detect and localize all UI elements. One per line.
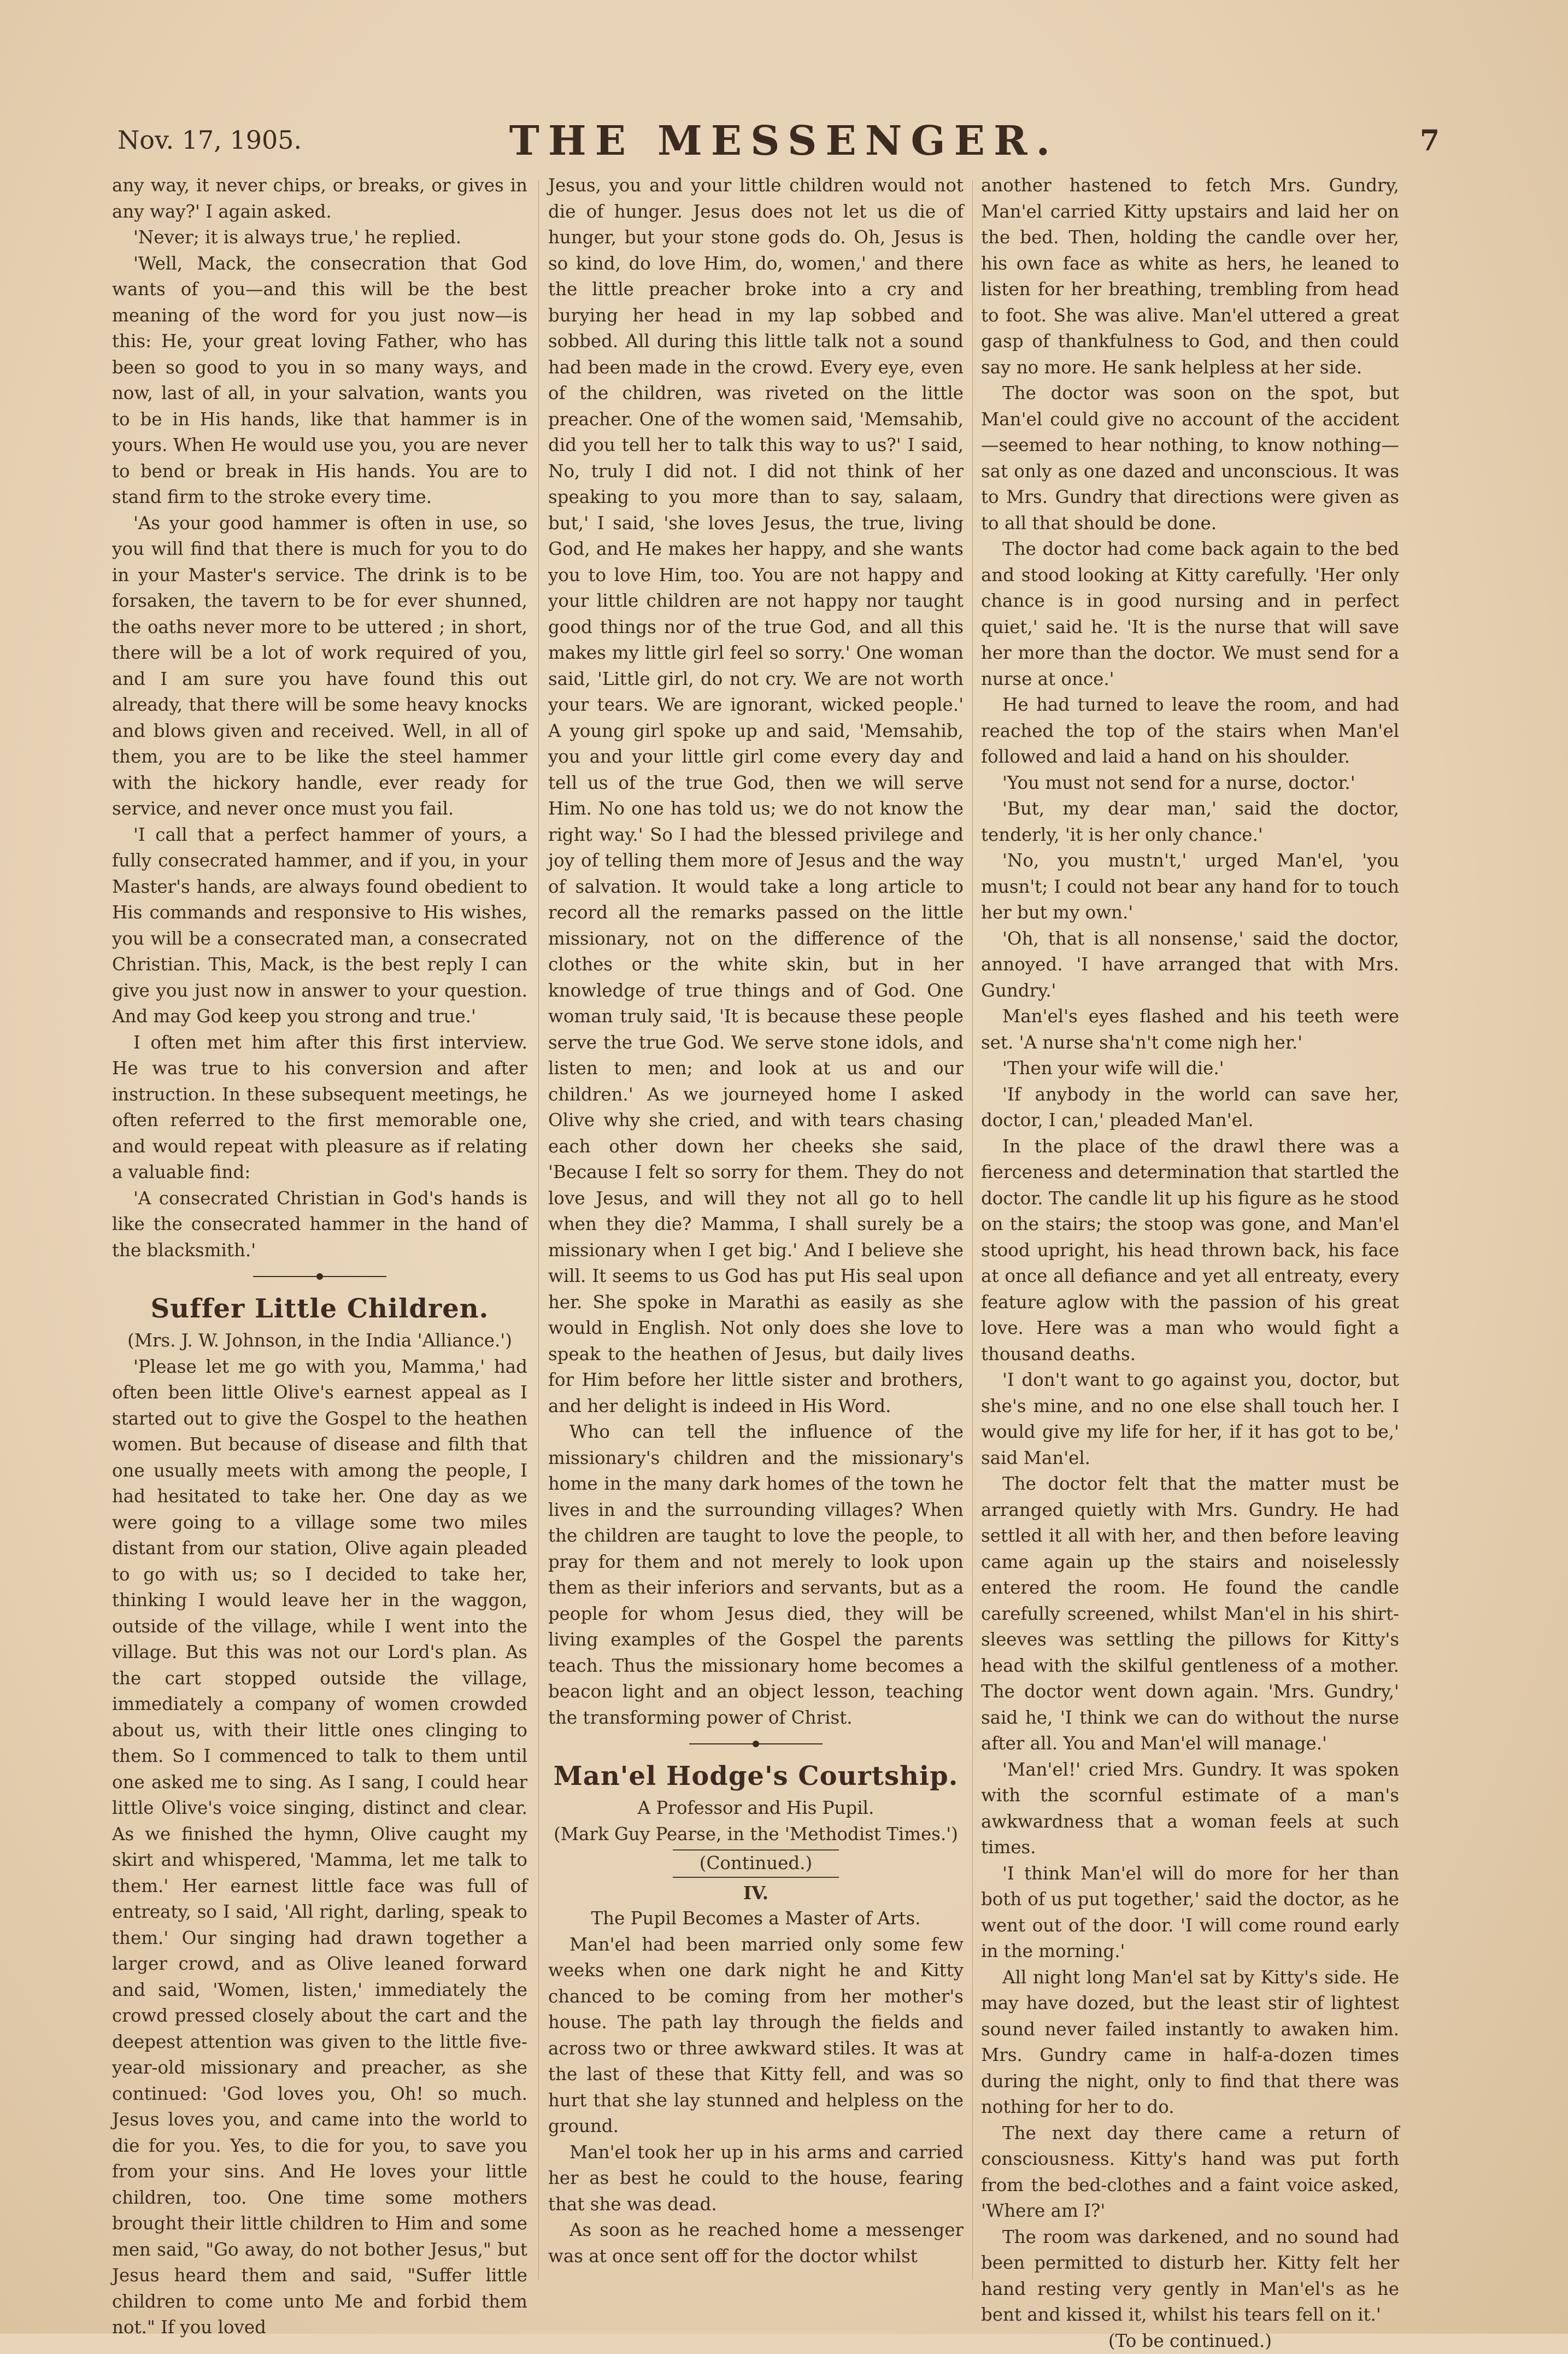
to-be-continued: (To be continued.) [981, 2328, 1399, 2354]
paragraph: The doctor had come back again to the bed and stood looking at Kitty carefully. 'Her only chance is in good nursing and in perfect quiet,' said he. 'It is the nurse that will save her more than the doctor. We must send for a nurse at once.' [981, 536, 1399, 692]
continued-label: (Continued.) [673, 1849, 839, 1878]
article-byline: (Mrs. J. W. Johnson, in the India 'Alliance.') [112, 1328, 527, 1354]
paragraph: Man'el had been married only some few weeks when one dark night he and Kitty chanced to be coming from her mother's house. The path lay through the fields and across two or three awkward stiles. It was at the last of these that Kitty fell, and was so hurt that she lay stunned and helpless on the ground. [548, 1932, 964, 2140]
paragraph: 'If anybody in the world can save her, doctor, I can,' pleaded Man'el. [981, 1082, 1399, 1134]
article-heading: Suffer Little Children. [112, 1290, 527, 1328]
paragraph: 'No, you mustn't,' urged Man'el, 'you musn't; I could not bear any hand for to touch her but my own.' [981, 848, 1399, 926]
paragraph: He had turned to leave the room, and had reached the top of the stairs when Man'el followed and laid a hand on his shoulder. [981, 692, 1399, 770]
paragraph: 'I don't want to go against you, doctor, but she's mine, and no one else shall touch her. I would give my life for her, if it has got to be,' said Man'el. [981, 1367, 1399, 1471]
paragraph: any way, it never chips, or breaks, or gives in any way?' I again asked. [112, 173, 527, 225]
article-subheading: A Professor and His Pupil. [548, 1795, 964, 1822]
paragraph: As soon as he reached home a messenger was at once sent off for the doctor whilst [548, 2217, 964, 2269]
paragraph: I often met him after this first interview. He was true to his conversion and after instruction. In these subsequent meetings, he often referred to the first memorable one, and would repeat with pleasure as if relating a valuable find: [112, 1030, 527, 1186]
section-ornament [112, 1271, 527, 1282]
paragraph: 'I call that a perfect hammer of yours, a fully consecrated hammer, and if you, in your Master's hands, are always found obedient to His commands and responsive to His wishes, you will be a consecrated man, a consecrated Christian. This, Mack, is the best reply I can give you just now in answer to your question. And may God keep you strong and true.' [112, 822, 527, 1030]
column-rule-2 [972, 180, 973, 2280]
column-rule-1 [538, 180, 539, 2280]
paragraph: 'Well, Mack, the consecration that God wants of you—and this will be the best meaning of the word for you just now—is this: He, your great loving Father, who has been so good to you in so many ways, and now, last of all, in your salvation, wants you to be in His hands, like that hammer is in yours. When He would use you, you are never to bend or break in His hands. You are to stand firm to the stroke every time. [112, 251, 527, 511]
paragraph: 'You must not send for a nurse, doctor.' [981, 770, 1399, 797]
masthead [118, 118, 1450, 178]
paragraph: 'As your good hammer is often in use, so you will find that there is much for you to do in your Master's service. The drink is to be forsaken, the tavern to be for ever shunned, the oaths never more to be uttered ; in short, there will be a lot of work required of you, and I am sure you have found this out already, that there will be some heavy knocks and blows given and received. Well, in all of them, you are to be like the steel hammer with the hickory handle, ever ready for service, and never once must you fail. [112, 511, 527, 822]
column-1 [112, 173, 527, 2288]
column-3 [981, 173, 1399, 2288]
paragraph: Man'el took her up in his arms and carried her as best he could to the house, fearing that she was dead. [548, 2140, 964, 2218]
paragraph: The next day there came a return of consciousness. Kitty's hand was put forth from the bed-clothes and a faint voice asked, 'Where am I?' [981, 2121, 1399, 2224]
article-byline: (Mark Guy Pearse, in the 'Methodist Times.') [548, 1822, 964, 1848]
article-heading: Man'el Hodge's Courtship. [548, 1757, 964, 1795]
paragraph: 'Man'el!' cried Mrs. Gundry. It was spoken with the scornful estimate of a man's awkwardness that a woman feels at such times. [981, 1757, 1399, 1861]
paragraph: 'I think Man'el will do more for her than both of us put together,' said the doctor, as he went out of the door. 'I will come round early in the morning.' [981, 1861, 1399, 1965]
issue-date: Nov. 17, 1905. [118, 125, 302, 155]
section-ornament [548, 1738, 964, 1749]
paragraph: 'Never; it is always true,' he replied. [112, 225, 527, 251]
paragraph: 'Oh, that is all nonsense,' said the doctor, annoyed. 'I have arranged that with Mrs. Gundry.' [981, 926, 1399, 1004]
paragraph: 'But, my dear man,' said the doctor, tenderly, 'it is her only chance.' [981, 796, 1399, 848]
paragraph: In the place of the drawl there was a fierceness and determination that startled the doctor. The candle lit up his figure as he stood on the stairs; the stoop was gone, and Man'el stood upright, his head thrown back, his face at once all defiance and yet all entreaty, every feature aglow with the passion of his great love. Here was a man who would fight a thousand deaths. [981, 1134, 1399, 1368]
paragraph: 'Then your wife will die.' [981, 1056, 1399, 1082]
paragraph: The doctor felt that the matter must be arranged quietly with Mrs. Gundry. He had settled it all with her, and then before leaving came again up the stairs and noiselessly entered the room. He found the candle carefully screened, whilst Man'el in his shirt-sleeves was settling the pillows for Kitty's head with the skilful gentleness of a mother. The doctor went down again. 'Mrs. Gundry,' said he, 'I think we can do without the nurse after all. You and Man'el will manage.' [981, 1471, 1399, 1757]
paragraph: All night long Man'el sat by Kitty's side. He may have dozed, but the least stir of lightest sound never failed instantly to awaken him. Mrs. Gundry came in half-a-dozen times during the night, only to find that there was nothing for her to do. [981, 1965, 1399, 2121]
paragraph: Jesus, you and your little children would not die of hunger. Jesus does not let us die of hunger, but your stone gods do. Oh, Jesus is so kind, do love Him, do, women,' and there the little preacher broke into a cry and burying her head in my lap sobbed and sobbed. All during this little talk not a sound had been made in the crowd. Every eye, even of the children, was riveted on the little preacher. One of the women said, 'Memsahib, did you tell her to talk this way to us?' I said, No, truly I did not. I did not think of her speaking to you more than to say, salaam, but,' I said, 'she loves Jesus, the true, living God, and He makes her happy, and she wants you to love Him, too. You are not happy and your little children are not happy nor taught good things nor of the true God, and all this makes my little girl feel so sorry.' One woman said, 'Little girl, do not cry. We are not worth your tears. We are ignorant, wicked people.' A young girl spoke up and said, 'Memsahib, you and your little girl come every day and tell us of the true God, then we will serve Him. No one has told us; we do not know the right way.' So I had the blessed privilege and joy of telling them more of Jesus and the way of salvation. It would take a long article to record all the remarks passed on the little missionary, not on the difference of the clothes or the white skin, but in her knowledge of true things and of God. One woman truly said, 'It is because these people serve the true God. We serve stone idols, and listen to men; and look at us and our children.' As we journeyed home I asked Olive why she cried, and with tears chasing each other down her cheeks she said, 'Because I felt so sorry for them. They do not love Jesus, and will they not all go to hell when they die? Mamma, I shall surely be a missionary when I get big.' And I believe she will. It seems to us God has put His seal upon her. She spoke in Marathi as easily as she would in English. Not only does she love to speak to the heathen of Jesus, but daily lives for Him before her little sister and brothers, and her delight is indeed in His Word. [548, 173, 964, 1419]
newspaper-title: THE MESSENGER. [118, 118, 1450, 165]
chapter-title: The Pupil Becomes a Master of Arts. [548, 1906, 964, 1932]
chapter-number: IV. [548, 1880, 964, 1906]
paragraph: Man'el's eyes flashed and his teeth were set. 'A nurse sha'n't come nigh her.' [981, 1004, 1399, 1056]
paragraph: Who can tell the influence of the missionary's children and the missionary's home in the many dark homes of the town he lives in and the surrounding villages? When the children are taught to love the people, to pray for them and not merely to look upon them as their inferiors and servants, but as a people for whom Jesus died, they will be living examples of the Gospel the parents teach. Thus the missionary home becomes a beacon light and an object lesson, teaching the transforming power of Christ. [548, 1419, 964, 1731]
paragraph: 'Please let me go with you, Mamma,' had often been little Olive's earnest appeal as I started out to give the Gospel to the heathen women. But because of disease and filth that one usually meets with among the people, I had hesitated to take her. One day as we were going to a village some two miles distant from our station, Olive again pleaded to go with us; so I decided to take her, thinking I would leave her in the waggon, outside of the village, while I went into the village. But this was not our Lord's plan. As the cart stopped outside the village, immediately a company of women crowded about us, with their little ones clinging to them. So I commenced to talk to them until one asked me to sing. As I sang, I could hear little Olive's voice singing, distinct and clear. As we finished the hymn, Olive caught my skirt and whispered, 'Mamma, let me talk to them.' Her earnest little face was full of entreaty, so I said, 'All right, darling, speak to them.' Our singing had drawn together a larger crowd, and as Olive leaned forward and said, 'Women, listen,' immediately the crowd pressed closely about the cart and the deepest attention was given to the little five-year-old missionary and preacher, as she continued: 'God loves you, Oh! so much. Jesus loves you, and came into the world to die for you. Yes, to die for you, to save you from your sins. And He loves your little children, too. One time some mothers brought their little children to Him and some men said, "Go away, do not bother Jesus," but Jesus heard them and said, "Suffer little children to come unto Me and forbid them not." If you loved [112, 1354, 527, 2341]
paragraph: The room was darkened, and no sound had been permitted to disturb her. Kitty felt her hand resting very gently in Man'el's as he bent and kissed it, whilst his tears fell on it.' [981, 2224, 1399, 2328]
paragraph: The doctor was soon on the spot, but Man'el could give no account of the accident—seemed to hear nothing, to know nothing—sat only as one dazed and unconscious. It was to Mrs. Gundry that directions were given as to all that should be done. [981, 380, 1399, 536]
column-2 [548, 173, 964, 2288]
paragraph: another hastened to fetch Mrs. Gundry, Man'el carried Kitty upstairs and laid her on the bed. Then, holding the candle over her, his own face as white as hers, he leaned to listen for her breathing, trembling from head to foot. She was alive. Man'el uttered a great gasp of thankfulness to God, and then could say no more. He sank helpless at her side. [981, 173, 1399, 380]
page-number: 7 [1420, 124, 1440, 157]
paragraph: 'A consecrated Christian in God's hands is like the consecrated hammer in the hand of the blacksmith.' [112, 1186, 527, 1264]
